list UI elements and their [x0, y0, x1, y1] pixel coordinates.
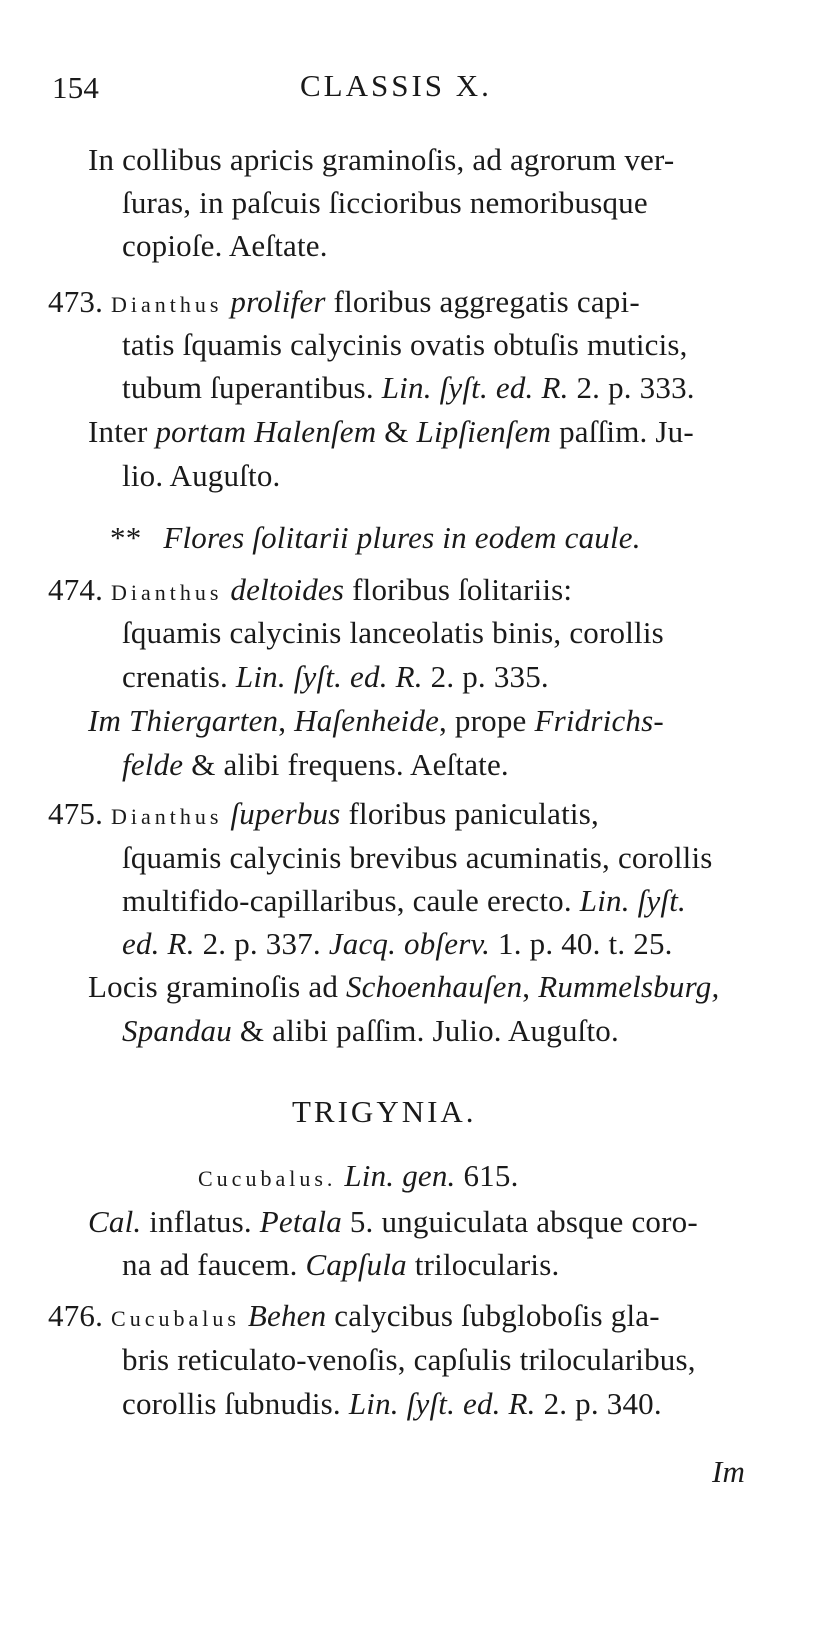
text-segment: trilocularis.	[406, 1247, 560, 1282]
text-line	[122, 928, 673, 959]
text-line	[122, 372, 695, 403]
locality: Haſenheide	[294, 703, 440, 738]
genus-name: Dianthus	[111, 292, 223, 317]
genus-name: Cucubalus	[111, 1306, 240, 1331]
text-segment: na ad faucem.	[122, 1247, 306, 1282]
text-line	[88, 705, 664, 736]
genus-name: Cucubalus.	[198, 1166, 337, 1191]
entry-number: 474.	[48, 572, 104, 607]
text-segment: & alibi paſſim. Julio. Auguſto.	[231, 1013, 619, 1048]
text-segment: crenatis.	[122, 659, 236, 694]
citation: Lin. ſyſt. ed. R.	[348, 1386, 536, 1421]
citation: Jacq. obſerv.	[328, 926, 491, 961]
entry-number: 475.	[48, 796, 104, 831]
description: calycibus ſubgloboſis gla-	[326, 1298, 660, 1333]
text-segment: ,	[278, 703, 295, 738]
text-line	[122, 749, 509, 780]
text-segment: 2. p. 335.	[422, 659, 549, 694]
text-line: ſquamis calycinis lanceolatis binis, corollis	[122, 615, 664, 650]
citation: Lin. ſyſt. ed. R.	[381, 370, 569, 405]
locality: Fridrichs-	[534, 703, 664, 738]
citation: Lin. ſyſt.	[579, 883, 686, 918]
text-segment: , prope	[439, 703, 535, 738]
locality: Rummelsburg,	[538, 969, 720, 1004]
text-line: lio. Auguſto.	[122, 458, 281, 493]
asterisks: **	[110, 520, 142, 555]
citation: Lin. gen.	[336, 1158, 456, 1193]
text-line	[88, 971, 719, 1002]
genus-name: Dianthus	[111, 804, 223, 829]
genus-name: Dianthus	[111, 580, 223, 605]
text-segment: tubum ſuperantibus.	[122, 370, 382, 405]
text-line	[88, 416, 694, 447]
text-line	[122, 1388, 662, 1419]
locality: Im Thiergarten	[88, 703, 279, 738]
text-line: copioſe. Aeſtate.	[122, 228, 328, 263]
text-line: ſquamis calycinis brevibus acuminatis, corollis	[122, 840, 713, 875]
citation: ed. R.	[122, 926, 195, 961]
text-line	[122, 885, 686, 916]
locality: felde	[122, 747, 184, 782]
text-segment: & alibi frequens. Aeſtate.	[183, 747, 509, 782]
locality: portam Halenſem	[155, 414, 377, 449]
catchword: Im	[712, 1454, 746, 1489]
text-segment: ,	[522, 969, 539, 1004]
entry-476	[48, 1300, 660, 1331]
species-name: ſuperbus	[230, 796, 341, 831]
citation: Lin. ſyſt. ed. R.	[235, 659, 423, 694]
text-segment: 2. p. 340.	[535, 1386, 662, 1421]
entry-473	[48, 286, 640, 317]
text-line: bris reticulato-venoſis, capſulis trilocularibus,	[122, 1342, 696, 1377]
entry-number: 476.	[48, 1298, 104, 1333]
text-segment: 2. p. 333.	[568, 370, 695, 405]
locality: Lipſienſem	[416, 414, 552, 449]
text-line	[88, 1206, 698, 1237]
description: floribus aggregatis capi-	[325, 284, 640, 319]
locality: Spandau	[122, 1013, 232, 1048]
page-number: 154	[52, 70, 100, 105]
entry-474	[48, 574, 572, 605]
text-segment: 615.	[455, 1158, 519, 1193]
text-segment: Capſula	[305, 1247, 407, 1282]
text-segment: Cal.	[88, 1204, 142, 1239]
subheading-text: Flores ſolitarii plures in eodem caule.	[163, 520, 641, 555]
text-segment: Petala	[259, 1204, 342, 1239]
text-segment: 1. p. 40. t. 25.	[490, 926, 673, 961]
text-segment: 5. unguiculata absque coro-	[341, 1204, 698, 1239]
text-segment: &	[376, 414, 417, 449]
genus-heading	[198, 1160, 519, 1191]
text-line: In collibus apricis graminoſis, ad agrorum ver-	[88, 142, 675, 177]
text-segment: paſſim. Ju-	[551, 414, 694, 449]
text-line	[122, 1015, 619, 1046]
subheading	[110, 522, 641, 553]
text-segment: inflatus.	[141, 1204, 260, 1239]
section-heading: TRIGYNIA.	[292, 1094, 477, 1129]
text-line: ſuras, in paſcuis ſiccioribus nemoribusque	[122, 185, 648, 220]
species-name: deltoides	[230, 572, 345, 607]
species-name: Behen	[247, 1298, 327, 1333]
description: floribus paniculatis,	[340, 796, 599, 831]
text-segment: Inter	[88, 414, 156, 449]
description: floribus ſolitariis:	[344, 572, 573, 607]
text-segment: 2. p. 337.	[194, 926, 329, 961]
locality: Schoenhauſen	[345, 969, 523, 1004]
running-title: CLASSIS X.	[300, 68, 492, 103]
entry-475	[48, 798, 599, 829]
text-segment: corollis ſubnudis.	[122, 1386, 349, 1421]
text-segment: multifido-capillaribus, caule erecto.	[122, 883, 580, 918]
species-name: prolifer	[230, 284, 326, 319]
text-line	[122, 1249, 559, 1280]
text-segment: Locis graminoſis ad	[88, 969, 346, 1004]
entry-number: 473.	[48, 284, 104, 319]
text-line: tatis ſquamis calycinis ovatis obtuſis muticis,	[122, 327, 688, 362]
text-line	[122, 661, 549, 692]
